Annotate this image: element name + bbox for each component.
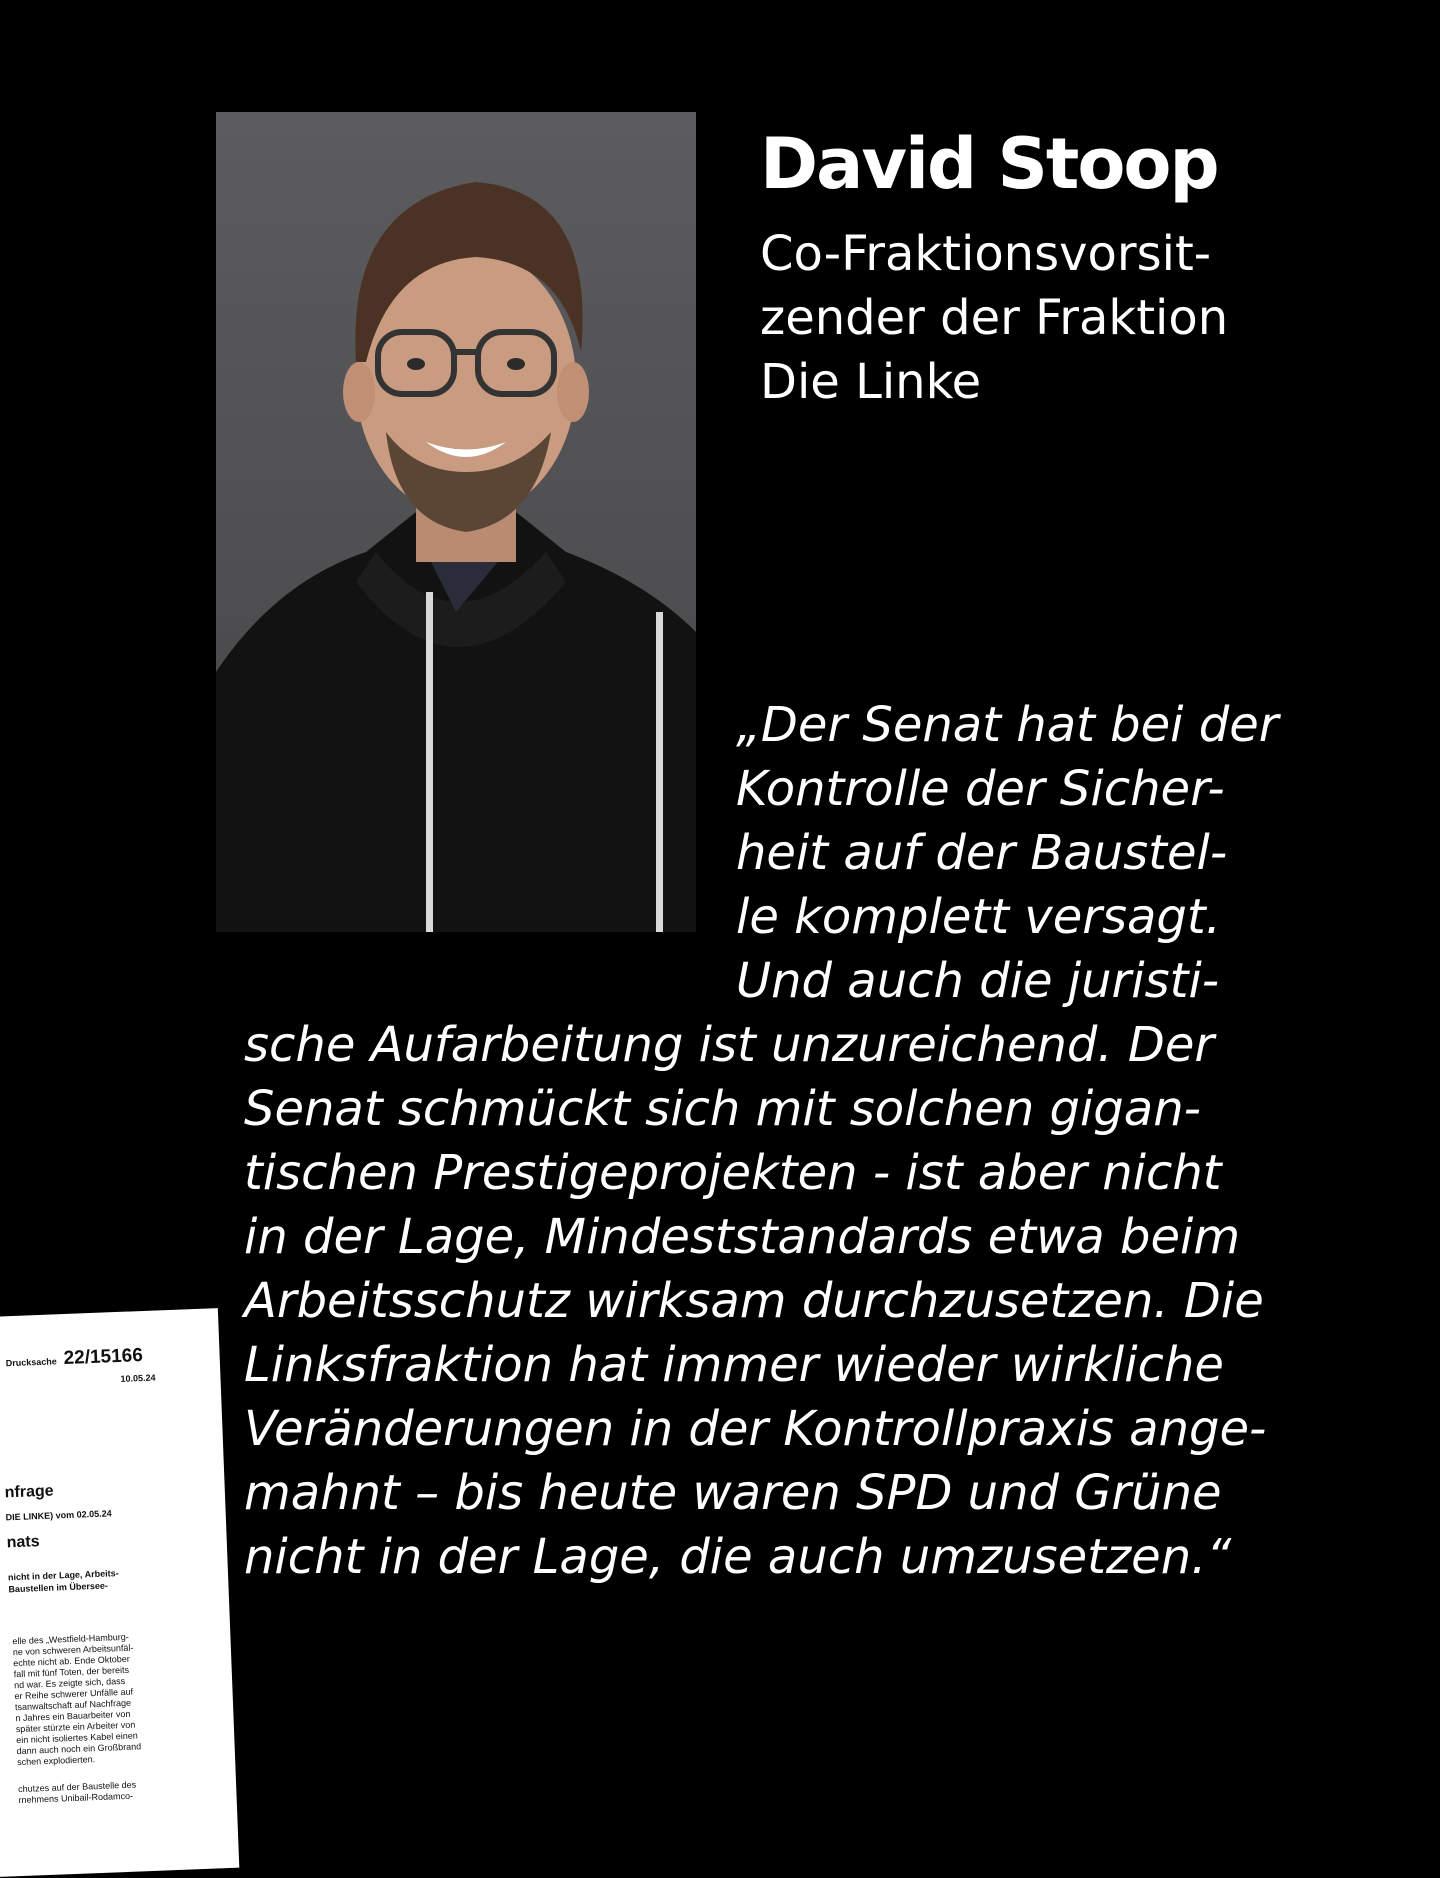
doc-body-line: fall mit fünf Toten, der bereits [13,1664,130,1680]
quote-line: Und auch die juristi- [736,953,1220,1009]
quote-line: Kontrolle der Sicher- [736,761,1225,817]
doc-label: Drucksache [5,1356,57,1369]
role-line: Co-Fraktionsvorsit- [760,226,1212,282]
quote-line: sche Aufarbeitung ist unzureichend. Der [244,1017,1215,1073]
doc-body-line: nd war. Es zeigte sich, dass [13,1675,126,1691]
doc-body-line: schen explodierten. [16,1754,96,1768]
role-line: Die Linke [760,354,982,410]
doc-subheading: DIE LINKE) vom 02.05.24 [5,1508,112,1523]
doc-body-line: echte nicht ab. Ende Oktober [13,1653,130,1669]
role-line: zender der Fraktion [760,290,1229,346]
doc-body-line: er Reihe schwerer Unfälle auf [14,1686,134,1702]
doc-heading: nats [6,1533,40,1552]
doc-body-line: rnehmens Unibail-Rodamco- [18,1790,134,1806]
doc-heading: nfrage [4,1482,54,1502]
person-name: David Stoop [760,123,1218,205]
doc-body-line: ein nicht isoliertes Kabel einen [16,1730,138,1746]
quote-line: mahnt – bis heute waren SPD und Grüne [244,1465,1222,1521]
doc-body-line: ne von schweren Arbeitsunfäl- [12,1642,134,1658]
doc-subject-line: Baustellen im Übersee- [8,1580,109,1595]
quote-line: tischen Prestigeprojekten - ist aber nicht [244,1145,1222,1201]
doc-body [12,1631,142,1768]
quote-line: Senat schmückt sich mit solchen gigan- [244,1081,1201,1137]
quote-line: nicht in der Lage, die auch umzusetzen.“ [244,1529,1232,1585]
doc-number: 22/15166 [63,1345,144,1370]
doc-date: 10.05.24 [120,1372,156,1384]
doc-body-line: elle des „Westfield-Hamburg- [12,1631,129,1647]
quote-line: in der Lage, Mindeststandards etwa beim [244,1209,1241,1265]
doc-subject-line: nicht in der Lage, Arbeits- [7,1568,119,1583]
quote-line: Linksfraktion hat immer wieder wirkliche [244,1337,1224,1393]
doc-body-line: n Jahres ein Bauarbeiter von [15,1708,131,1724]
doc-body [18,1780,137,1807]
quote-line: heit auf der Baustel- [736,825,1228,881]
doc-body-line: dann auch noch ein Großbrand [16,1741,142,1757]
quote-line: le komplett versagt. [736,889,1221,945]
quote-line: „Der Senat hat bei der [736,697,1279,753]
doc-body-line: tsanwaltschaft auf Nachfrage [14,1697,132,1713]
doc-body-line: später stürzte ein Arbeiter von [15,1719,136,1735]
doc-body-line: chutzes auf der Baustelle des [17,1779,137,1795]
quote-line: Veränderungen in der Kontrollpraxis ange- [244,1401,1267,1457]
quote-line: Arbeitsschutz wirksam durchzusetzen. Die [244,1273,1264,1329]
document-clipping [0,1308,239,1877]
